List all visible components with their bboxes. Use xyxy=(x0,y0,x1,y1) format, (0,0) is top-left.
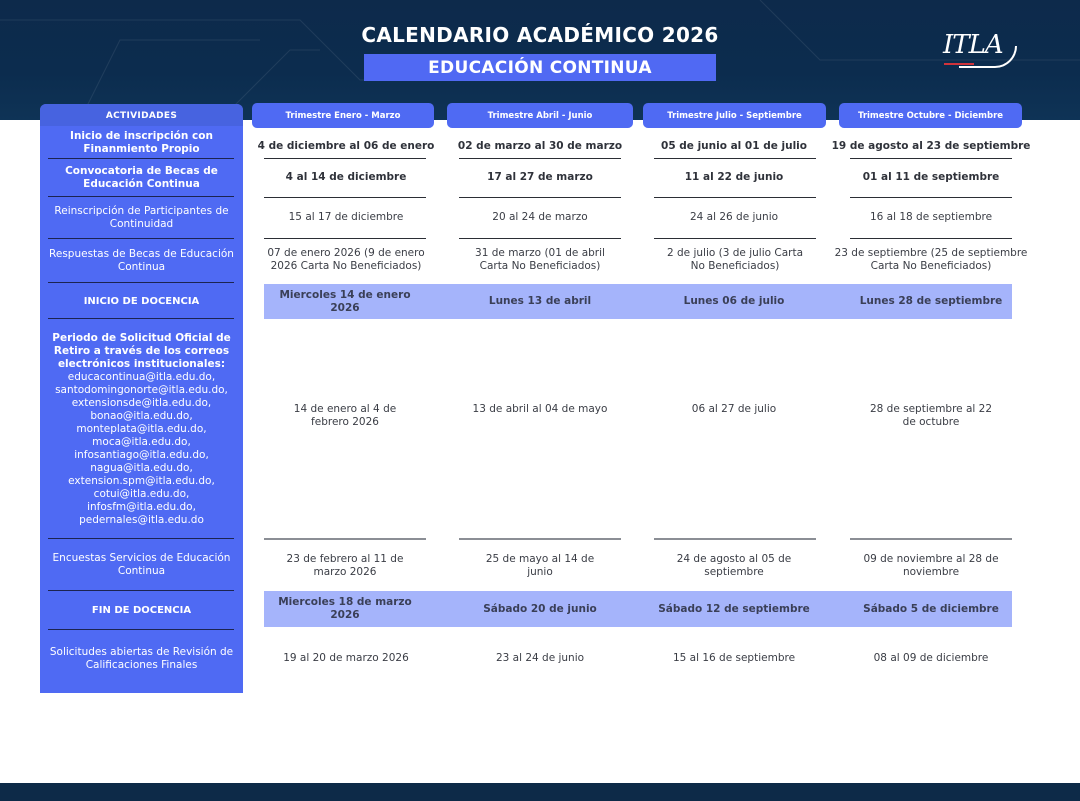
cell-respuestas-q2: 31 de marzo (01 de abril Carta No Beneficiados) xyxy=(475,247,605,272)
row-divider xyxy=(459,158,621,159)
cell-encuestas-q4: 09 de noviembre al 28 de noviembre xyxy=(863,553,999,578)
cell-revision-q1: 19 al 20 de marzo 2026 xyxy=(283,651,409,664)
divider xyxy=(48,538,234,539)
row-divider xyxy=(654,238,816,239)
row-divider xyxy=(654,538,816,540)
row-divider xyxy=(654,158,816,159)
retiro-email: educacontinua@itla.edu.do, xyxy=(67,370,216,383)
cell-convocatoria-q3: 11 al 22 de junio xyxy=(684,170,784,183)
column-header-q3: Trimestre Julio - Septiembre xyxy=(643,103,826,128)
cell-respuestas-q4: 23 de septiembre (25 de septiembre Carta No Beneficiados) xyxy=(834,247,1028,272)
cell-inicio-docencia-q3: Lunes 06 de julio xyxy=(683,295,785,307)
cell-retiro-q2: 13 de abril al 04 de mayo xyxy=(472,402,608,415)
column-header-q4: Trimestre Octubre - Diciembre xyxy=(839,103,1022,128)
footer-bar xyxy=(0,783,1080,801)
cell-fin-docencia-q3: Sábado 12 de septiembre xyxy=(658,602,810,615)
retiro-email: nagua@itla.edu.do, xyxy=(90,461,193,474)
divider xyxy=(48,282,234,283)
cell-inicio-docencia-q2: Lunes 13 de abril xyxy=(488,295,592,307)
cell-encuestas-q3: 24 de agosto al 05 de septiembre xyxy=(676,553,792,578)
cell-reinscripcion-q4: 16 al 18 de septiembre xyxy=(869,210,993,223)
cell-inscripcion-q3: 05 de junio al 01 de julio xyxy=(661,139,807,152)
retiro-email: infosantiago@itla.edu.do, xyxy=(74,448,209,461)
activity-inicio-docencia: INICIO DE DOCENCIA xyxy=(83,295,200,307)
cell-fin-docencia-q4: Sábado 5 de diciembre xyxy=(863,602,999,615)
activity-convocatoria: Convocatoria de Becas de Educación Continua xyxy=(65,165,218,190)
cell-inscripcion-q1: 4 de diciembre al 06 de enero xyxy=(257,139,435,152)
retiro-email: pedernales@itla.edu.do xyxy=(79,513,204,526)
cell-inscripcion-q4: 19 de agosto al 23 de septiembre xyxy=(831,139,1031,152)
column-header-q1: Trimestre Enero - Marzo xyxy=(252,103,434,128)
cell-inicio-docencia-q1: Miercoles 14 de enero 2026 xyxy=(279,288,411,314)
retiro-email: extension.spm@itla.edu.do, xyxy=(68,474,215,487)
page-title: CALENDARIO ACADÉMICO 2026 xyxy=(361,23,719,47)
cell-inscripcion-q2: 02 de marzo al 30 de marzo xyxy=(457,139,623,152)
cell-inicio-docencia-q4: Lunes 28 de septiembre xyxy=(859,295,1003,307)
cell-revision-q4: 08 al 09 de diciembre xyxy=(873,651,989,664)
column-header-q2: Trimestre Abril - Junio xyxy=(447,103,633,128)
activity-encuestas: Encuestas Servicios de Educación Continua xyxy=(52,552,231,577)
cell-convocatoria-q4: 01 al 11 de septiembre xyxy=(862,170,1000,183)
retiro-email: moca@itla.edu.do, xyxy=(92,435,191,448)
cell-fin-docencia-q2: Sábado 20 de junio xyxy=(483,602,597,615)
retiro-email: monteplata@itla.edu.do, xyxy=(76,422,207,435)
activities-header: ACTIVIDADES xyxy=(40,104,243,126)
cell-respuestas-q1: 07 de enero 2026 (9 de enero 2026 Carta No Beneficiados) xyxy=(267,247,425,272)
row-divider xyxy=(850,238,1012,239)
retiro-title: Periodo de Solicitud Oficial de Retiro a través de los correos electrónicos institucionales: xyxy=(52,331,231,370)
cell-fin-docencia-q1: Miercoles 18 de marzo 2026 xyxy=(278,596,412,621)
cell-convocatoria-q2: 17 al 27 de marzo xyxy=(487,170,593,183)
cell-convocatoria-q1: 4 al 14 de diciembre xyxy=(285,170,407,183)
cell-retiro-q3: 06 al 27 de julio xyxy=(691,402,777,415)
row-divider xyxy=(459,197,621,198)
divider xyxy=(48,629,234,630)
row-divider xyxy=(654,197,816,198)
cell-respuestas-q3: 2 de julio (3 de julio Carta No Beneficiados) xyxy=(666,247,804,272)
cell-reinscripcion-q2: 20 al 24 de marzo xyxy=(492,210,588,223)
row-divider xyxy=(850,538,1012,540)
itla-logo xyxy=(935,26,1025,76)
row-divider xyxy=(264,238,426,239)
retiro-email: santodomingonorte@itla.edu.do, xyxy=(55,383,228,396)
cell-encuestas-q2: 25 de mayo al 14 de junio xyxy=(485,553,595,578)
retiro-email: cotui@itla.edu.do, xyxy=(93,487,190,500)
divider xyxy=(48,238,234,239)
activity-respuestas: Respuestas de Becas de Educación Continua xyxy=(49,248,234,273)
cell-revision-q3: 15 al 16 de septiembre xyxy=(672,651,796,664)
retiro-email: bonao@itla.edu.do, xyxy=(90,409,193,422)
row-divider xyxy=(850,158,1012,159)
divider xyxy=(48,318,234,319)
row-divider xyxy=(459,538,621,540)
activity-reinscripcion: Reinscripción de Participantes de Continuidad xyxy=(54,205,229,230)
activity-revision: Solicitudes abiertas de Revisión de Calificaciones Finales xyxy=(49,646,234,671)
activity-inscripcion: Inicio de inscripción con Finanmiento Propio xyxy=(70,130,213,155)
cell-revision-q2: 23 al 24 de junio xyxy=(495,651,585,664)
logo-text: ITLA xyxy=(943,30,1003,60)
page-subtitle: EDUCACIÓN CONTINUA xyxy=(364,54,716,81)
cell-reinscripcion-q1: 15 al 17 de diciembre xyxy=(288,210,404,223)
retiro-email: extensionsde@itla.edu.do, xyxy=(71,396,212,409)
logo-swoosh-icon xyxy=(959,46,1017,68)
row-divider xyxy=(850,197,1012,198)
divider xyxy=(48,158,234,159)
activity-retiro xyxy=(40,320,243,538)
divider xyxy=(48,196,234,197)
cell-retiro-q4: 28 de septiembre al 22 de octubre xyxy=(869,403,993,428)
row-divider xyxy=(264,158,426,159)
divider xyxy=(48,590,234,591)
row-divider xyxy=(264,197,426,198)
activities-column xyxy=(40,104,243,693)
activity-fin-docencia: FIN DE DOCENCIA xyxy=(91,604,192,616)
row-divider xyxy=(264,538,426,540)
row-divider xyxy=(459,238,621,239)
retiro-email: infosfm@itla.edu.do, xyxy=(87,500,196,513)
cell-retiro-q1: 14 de enero al 4 de febrero 2026 xyxy=(293,403,397,428)
cell-reinscripcion-q3: 24 al 26 de junio xyxy=(689,210,779,223)
cell-encuestas-q1: 23 de febrero al 11 de marzo 2026 xyxy=(286,553,404,578)
